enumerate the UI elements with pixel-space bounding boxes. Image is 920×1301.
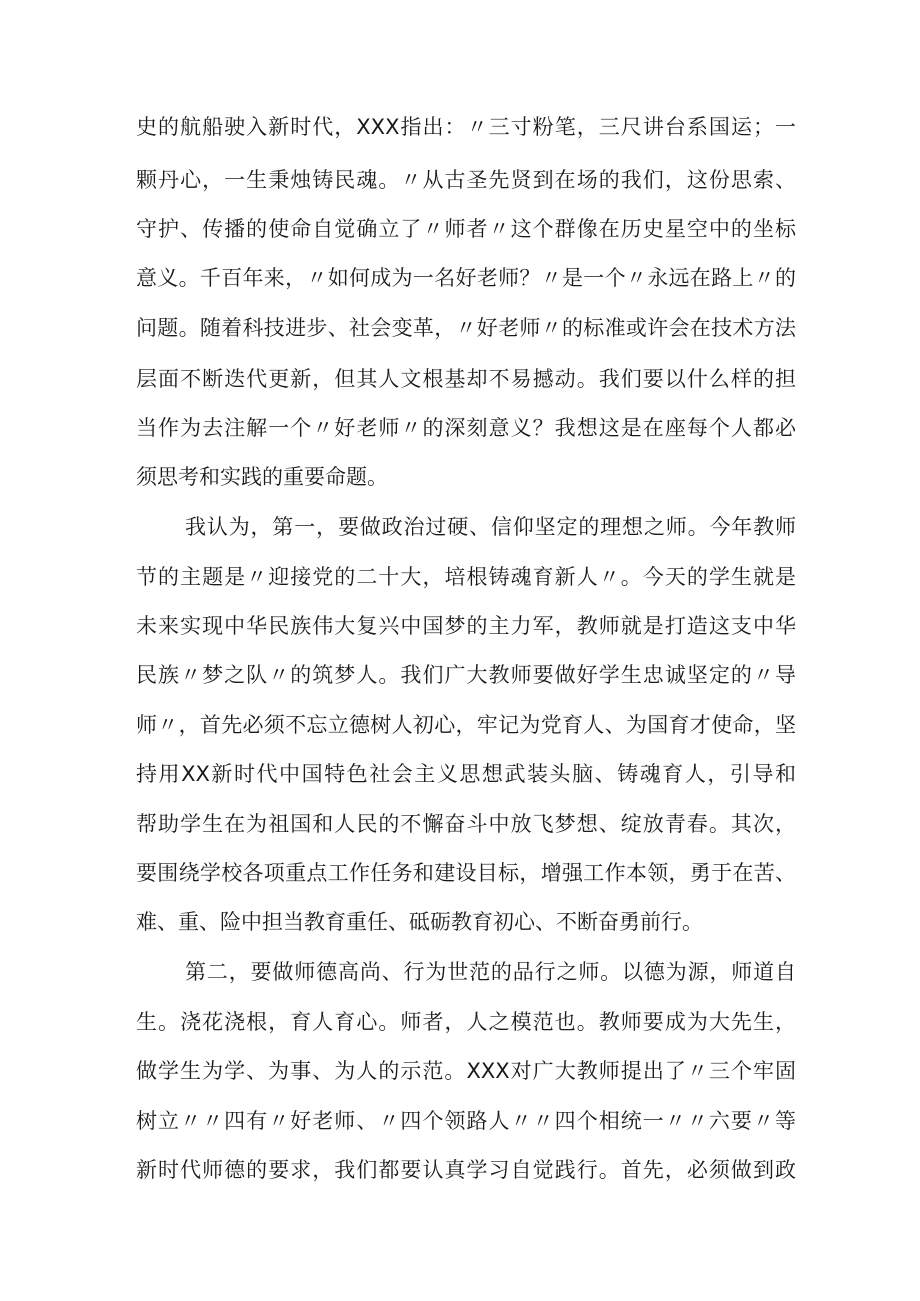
paragraph-3-line-1: 第二，要做师德高尚、行为世范的品行之师。以德为源，师道自 — [185, 960, 796, 984]
paragraph-1-line-8: 须思考和实践的重要命题。 — [136, 465, 388, 489]
paragraph-1-line-4: 意义。千百年来，〃如何成为一名好老师？〃是一个〃永远在路上〃的 — [136, 266, 796, 290]
paragraph-3-line-4: 树立〃〃四有〃好老师、〃四个领路人〃〃四个相统一〃〃六要〃等 — [136, 1109, 796, 1133]
paragraph-2-line-2: 节的主题是〃迎接党的二十大，培根铸魂育新人〃。今天的学生就是 — [136, 565, 796, 589]
paragraph-2-line-4: 民族〃梦之队〃的筑梦人。我们广大教师要做好学生忠诚坚定的〃导 — [136, 663, 796, 687]
paragraph-3-line-3: 做学生为学、为事、为人的示范。XXX对广大教师提出了〃三个牢固 — [136, 1059, 796, 1083]
paragraph-1-line-2: 颗丹心，一生秉烛铸民魂。〃从古圣先贤到在场的我们，这份思索、 — [136, 168, 796, 192]
paragraph-2-line-9: 难、重、险中担当教育重任、砥砺教育初心、不断奋勇前行。 — [136, 910, 703, 934]
paragraph-3-line-2: 生。浇花浇根，育人育心。师者，人之模范也。教师要成为大先生， — [136, 1010, 796, 1034]
paragraph-2-line-3: 未来实现中华民族伟大复兴中国梦的主力军，教师就是打造这支中华 — [136, 614, 796, 638]
paragraph-1-line-3: 守护、传播的使命自觉确立了〃师者〃这个群像在历史星空中的坐标 — [136, 217, 796, 241]
paragraph-2-line-5: 师〃，首先必须不忘立德树人初心，牢记为党育人、为国育才使命，坚 — [136, 713, 796, 737]
paragraph-1-line-1: 史的航船驶入新时代，XXX指出：〃三寸粉笔，三尺讲台系国运；一 — [136, 115, 796, 139]
paragraph-2-line-6: 持用XX新时代中国特色社会主义思想武装头脑、铸魂育人，引导和 — [136, 762, 796, 786]
paragraph-2-line-8: 要围绕学校各项重点工作任务和建设目标，增强工作本领，勇于在苦、 — [136, 861, 796, 885]
paragraph-3-line-5: 新时代师德的要求，我们都要认真学习自觉践行。首先，必须做到政 — [136, 1158, 796, 1182]
paragraph-2-line-1: 我认为，第一，要做政治过硬、信仰坚定的理想之师。今年教师 — [185, 515, 796, 539]
paragraph-2-line-7: 帮助学生在为祖国和人民的不懈奋斗中放飞梦想、绽放青春。其次， — [136, 812, 796, 836]
paragraph-1-line-5: 问题。随着科技进步、社会变革，〃好老师〃的标准或许会在技术方法 — [136, 316, 796, 340]
paragraph-1-line-6: 层面不断迭代更新，但其人文根基却不易撼动。我们要以什么样的担 — [136, 367, 796, 391]
paragraph-1-line-7: 当作为去注解一个〃好老师〃的深刻意义？我想这是在座每个人都必 — [136, 416, 796, 440]
